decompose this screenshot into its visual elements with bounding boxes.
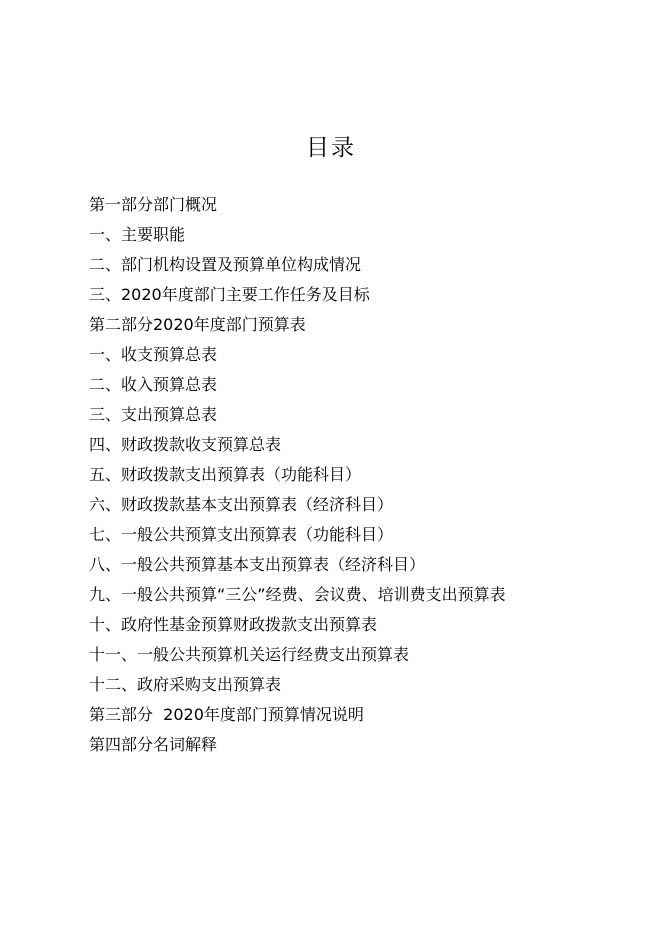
- toc-item: 三、2020年度部门主要工作任务及目标: [89, 285, 370, 304]
- toc-item: 三、支出预算总表: [89, 405, 218, 424]
- page-title: 目录: [306, 135, 356, 161]
- toc-item: 七、一般公共预算支出预算表（功能科目）: [89, 525, 394, 544]
- toc-item: 四、财政拨款收支预算总表: [89, 435, 282, 454]
- toc-item: 一、主要职能: [89, 225, 186, 244]
- toc-item: 二、收入预算总表: [89, 375, 218, 394]
- toc-item: 十、政府性基金预算财政拨款支出预算表: [89, 615, 378, 634]
- toc-item: 第二部分2020年度部门预算表: [89, 315, 306, 334]
- toc-item: 十二、政府采购支出预算表: [89, 675, 282, 694]
- toc-item: 第一部分部门概况: [89, 195, 218, 214]
- toc-item: 八、一般公共预算基本支出预算表（经济科目）: [89, 555, 426, 574]
- toc-item: 第四部分名词解释: [89, 735, 218, 754]
- toc-item: 六、财政拨款基本支出预算表（经济科目）: [89, 495, 394, 514]
- toc-item: 十一、一般公共预算机关运行经费支出预算表: [89, 645, 410, 664]
- toc-item: 一、收支预算总表: [89, 345, 218, 364]
- toc-item: 五、财政拨款支出预算表（功能科目）: [89, 465, 362, 484]
- toc-item: 二、部门机构设置及预算单位构成情况: [89, 255, 362, 274]
- toc-item: 第三部分 2020年度部门预算情况说明: [89, 705, 364, 724]
- table-of-contents: [89, 190, 506, 760]
- toc-item: 九、一般公共预算“三公”经费、会议费、培训费支出预算表: [89, 585, 506, 604]
